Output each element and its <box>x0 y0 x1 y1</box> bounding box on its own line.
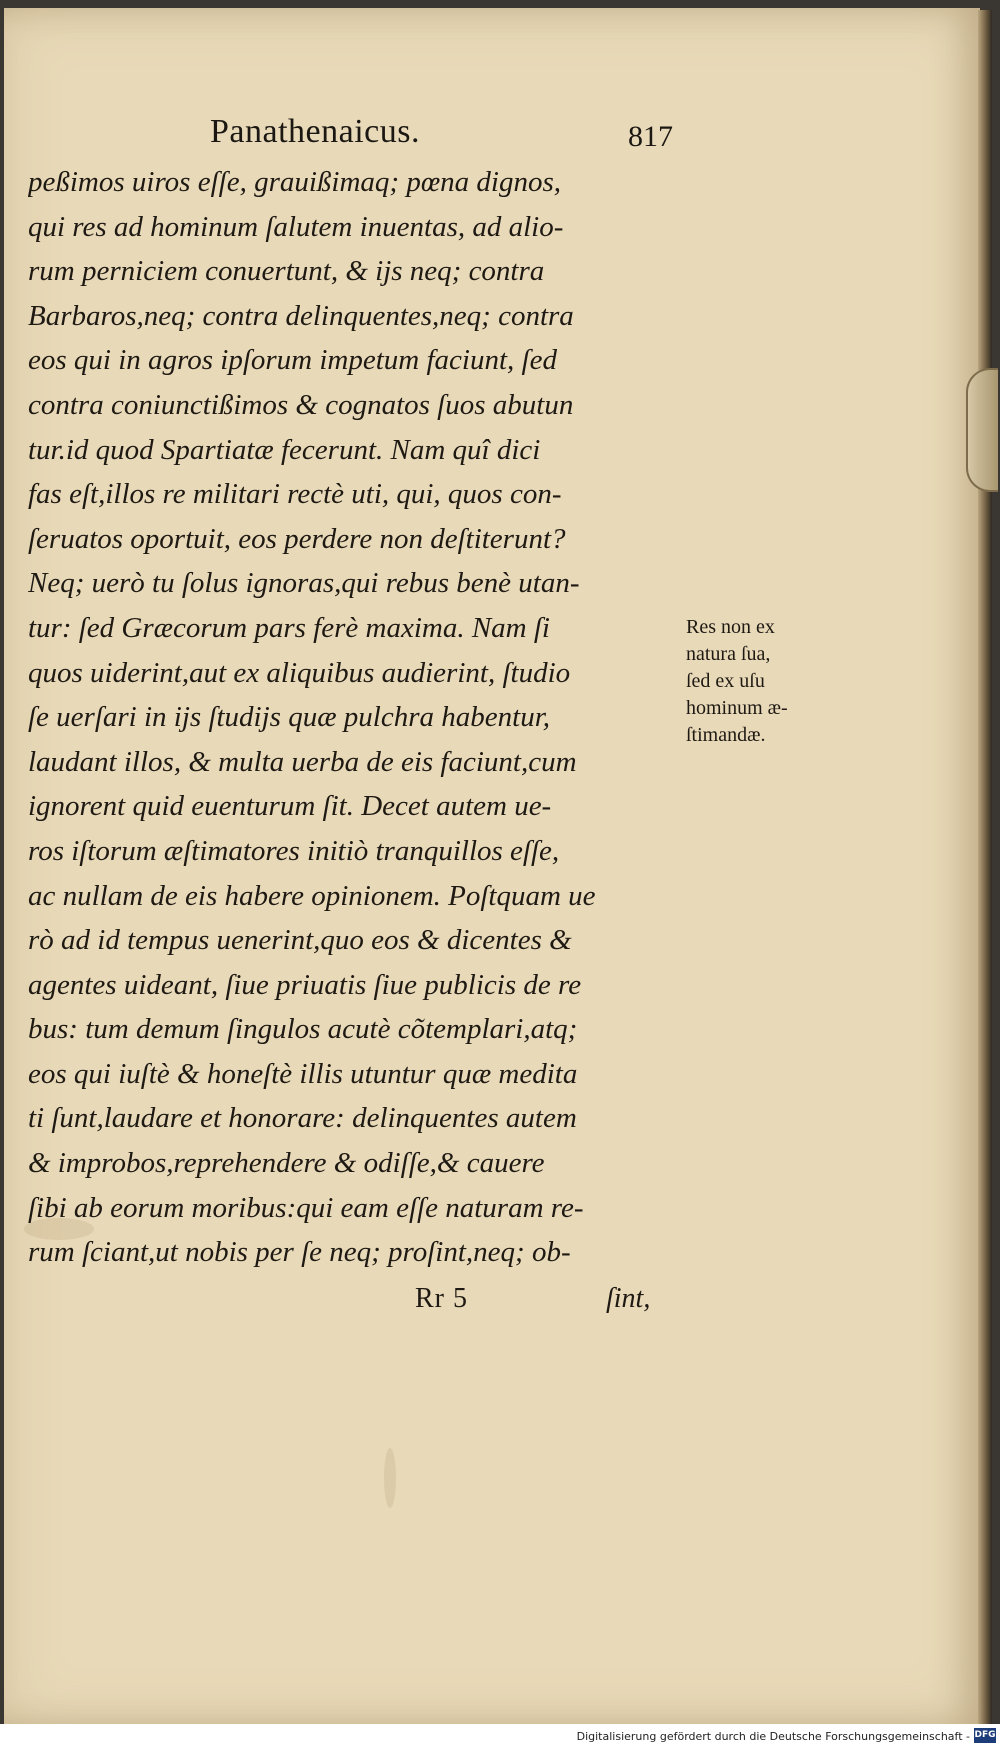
marginal-line: hominum æ- <box>686 697 788 719</box>
text-line: laudant illos, & multa uerba de eis faciunt,cum <box>28 745 577 778</box>
text-line: ros iſtorum æſtimatores initiò tranquillos eſſe, <box>28 834 560 867</box>
paper-mark <box>384 1448 396 1508</box>
marginal-line: ſed ex uſu <box>686 670 765 692</box>
digitization-credit: Digitalisierung gefördert durch die Deutsche Forschungsgemeinschaft - <box>576 1730 970 1743</box>
text-line: qui res ad hominum ſalutem inuentas, ad alio- <box>28 210 564 243</box>
text-line: ſeruatos oportuit, eos perdere non deſtiterunt? <box>28 522 566 555</box>
marginal-line: natura ſua, <box>686 643 771 665</box>
catchword: ſint, <box>606 1283 651 1314</box>
text-line: Neq; uerò tu ſolus ignoras,qui rebus benè utan- <box>28 567 580 600</box>
marginal-line: ſtimandæ. <box>686 724 766 746</box>
body-text <box>28 160 688 1275</box>
marginal-note <box>686 614 846 749</box>
text-line: fas eſt,illos re militari rectè uti, qui, quos con- <box>28 478 562 511</box>
text-line: & improbos,reprehendere & odiſſe,& cauere <box>28 1147 545 1180</box>
text-line: ignorent quid euenturum ſit. Decet autem ue- <box>28 790 552 823</box>
text-line: tur: ſed Græcorum pars ferè maxima. Nam ſi <box>28 611 550 644</box>
running-head: Panathenaicus. <box>210 113 420 150</box>
text-line: agentes uideant, ſiue priuatis ſiue publicis de re <box>28 968 582 1001</box>
text-line: rum perniciem conuertunt, & ijs neq; contra <box>28 255 545 288</box>
dfg-logo: DFG <box>974 1728 996 1743</box>
text-line: rum ſciant,ut nobis per ſe neq; proſint,neq; ob- <box>28 1236 571 1269</box>
page-number: 817 <box>628 120 673 153</box>
text-line: rò ad id tempus uenerint,quo eos & dicentes & <box>28 924 572 957</box>
text-line: ſibi ab eorum moribus:qui eam eſſe naturam re- <box>28 1191 584 1224</box>
text-line: peßimos uiros eſſe, grauißimaq; pœna dignos, <box>28 166 562 198</box>
text-line: ac nullam de eis habere opinionem. Poſtquam ue <box>28 879 596 912</box>
text-line: tur.id quod Spartiatæ fecerunt. Nam quî dici <box>28 433 541 466</box>
text-line: contra coniunctißimos & cognatos ſuos abutun <box>28 388 574 421</box>
text-line: eos qui iuſtè & honeſtè illis utuntur quæ medita <box>28 1057 578 1090</box>
marginal-line: Res non ex <box>686 616 775 638</box>
page-tab <box>966 368 998 492</box>
text-line: quos uiderint,aut ex aliquibus audierint, ſtudio <box>28 656 571 689</box>
page-edge <box>978 10 992 1726</box>
signature-mark: Rr 5 <box>415 1283 468 1314</box>
text-line: eos qui in agros ipſorum impetum faciunt, ſed <box>28 344 557 377</box>
text-line: ti ſunt,laudare et honorare: delinquentes autem <box>28 1102 577 1135</box>
text-line: ſe uerſari in ijs ſtudijs quæ pulchra habentur, <box>28 701 551 734</box>
text-line: Barbaros,neq; contra delinquentes,neq; contra <box>28 299 574 332</box>
text-line: bus: tum demum ſingulos acutè cõtemplari,atq; <box>28 1013 578 1046</box>
